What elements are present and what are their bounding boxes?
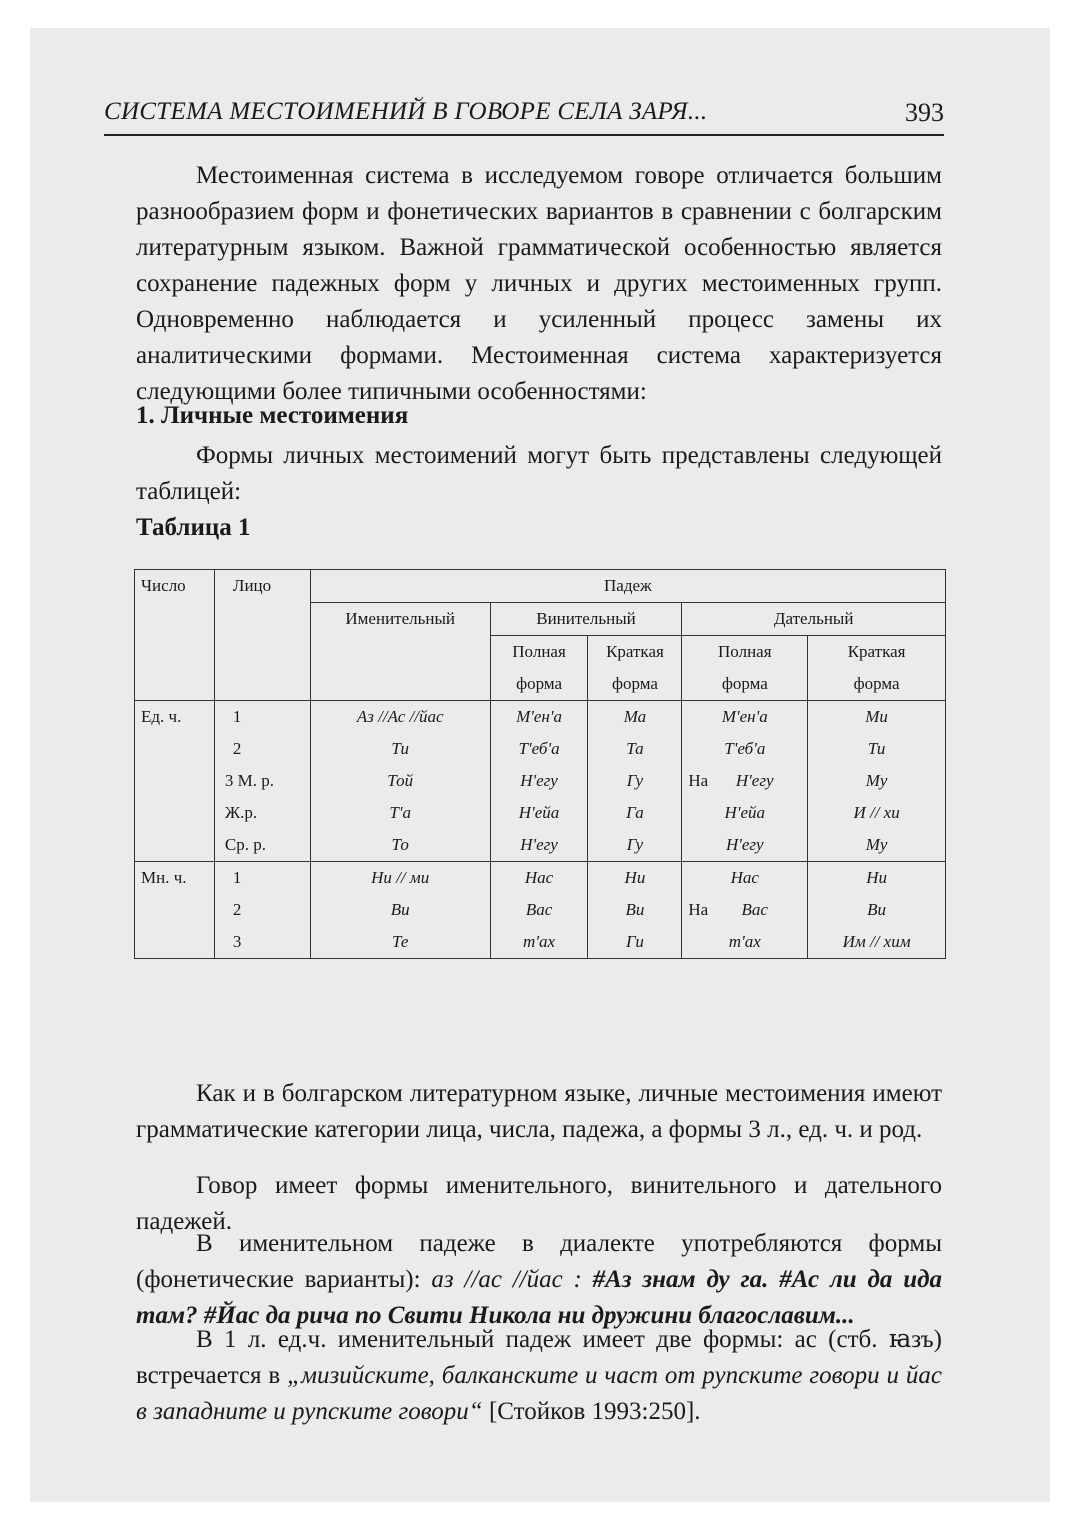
header-number-cont [135,603,215,636]
cell-acc-short-wrap [588,733,682,765]
table-header-row-3 [135,636,946,669]
cell-acc-full: Н'егу [490,765,588,797]
header-acc-full-form: форма [490,668,588,701]
cell-number [135,829,215,862]
cell-dat-full: Н'егу [735,771,774,790]
header-dative: Дательный [682,603,946,636]
cell-person: 2 [214,894,310,926]
cell-person: 1 [214,701,310,734]
header-blank [135,636,215,669]
cell-acc-full: Н'ейа [490,797,588,829]
nominative-lead: В именительном падеже в диалекте употребляются формы (фонетические варианты): [136,1230,942,1293]
header-acc-short: Краткая [588,636,682,669]
header-dat-full: Полная [682,636,808,669]
table-row [135,926,946,959]
cell-acc-short-wrap [588,894,682,926]
cell-acc-short: Ма [623,707,647,726]
header-person: Лицо [214,570,310,603]
header-accusative: Винительный [490,603,682,636]
table-row [135,733,946,765]
cell-dat-full-wrap [682,733,808,765]
cell-dat-full-wrap [682,765,808,797]
cell-dat-prefix: На [688,900,709,919]
cell-dat-full: Н'егу [725,835,764,854]
table-row [135,862,946,895]
first-person-paragraph [136,1322,942,1430]
header-blank [310,636,490,669]
cell-dat-short: И // хи [853,803,900,822]
header-acc-full: Полная [490,636,588,669]
cell-nominative: Ви [310,894,490,926]
cell-dat-full-wrap [682,829,808,862]
section-heading: 1. Личные местоимения [136,402,409,429]
nominative-forms: аз //ас //йас : [431,1266,582,1293]
cell-acc-short: Ви [625,900,645,919]
cell-person: Ж.р. [214,797,310,829]
cell-dat-full: М'ен'а [721,707,768,726]
cell-dat-short: Му [865,835,888,854]
intro-paragraph: Местоименная система в исследуемом говоре отличается большим разнообразием форм и фонетических вариантов в сравнении с болгарским литературным языком. Важной грамматической особенностью является сохранение падежных форм у личных и других местоименных групп. Одновременно наблюдается и усиленный процесс замены их аналитическими формами. Местоименная система характеризуется следующими более типичными особенностями: [136,162,942,405]
cell-nominative: То [310,829,490,862]
table-label: Таблица 1 [136,514,251,541]
table-intro-paragraph: Формы личных местоимений могут быть представлены следующей таблицей: [136,442,942,505]
cell-person: 2 [214,733,310,765]
table-row [135,829,946,862]
cell-person: 1 [214,862,310,895]
cell-dat-prefix: На [688,771,709,790]
cell-dat-full: Н'ейа [724,803,766,822]
cell-acc-short: Та [626,739,644,758]
cell-acc-full: Нас [490,862,588,895]
cell-dat-full-wrap [682,926,808,959]
cell-dat-short: Ми [808,701,946,734]
cell-person: Ср. р. [214,829,310,862]
cell-acc-short: Ги [626,932,644,951]
cell-nominative: Ти [310,733,490,765]
page-number: 393 [905,98,944,127]
cell-dat-full-wrap [682,862,808,895]
header-dat-full-form: форма [682,668,808,701]
cell-acc-short-wrap [588,926,682,959]
header-person-cont [214,603,310,636]
first-person-citation: [Стойков 1993:250]. [488,1398,701,1425]
header-acc-short-form: форма [588,668,682,701]
table-row [135,765,946,797]
pronoun-table [134,569,946,959]
cell-nominative: Аз //Ас //йас [310,701,490,734]
cell-acc-short: Гу [626,835,644,854]
table-row [135,894,946,926]
header-blank [214,668,310,701]
categories-paragraph: Как и в болгарском литературном языке, личные местоимения имеют грамматические категории лица, числа, падежа, а формы 3 л., ед. ч. и род. [136,1080,942,1143]
cell-dat-full: Нас [730,868,759,887]
cell-acc-short: Гу [626,771,644,790]
cell-nominative: Ни // ми [310,862,490,895]
table-header-row-1 [135,570,946,603]
cell-number: Мн. ч. [135,862,215,895]
cell-dat-full: т'ах [728,932,761,951]
cell-acc-short-wrap [588,829,682,862]
cell-number [135,894,215,926]
cell-acc-full: т'ах [490,926,588,959]
nominative-paragraph [136,1226,942,1334]
nominative-examples: #Аз знам ду га. #Ас ли да ида там? #Йас да рича по Свити Никола ни дружини благославим... [136,1266,943,1329]
running-title: СИСТЕМА МЕСТОИМЕНИЙ В ГОВОРЕ СЕЛА ЗАРЯ... [104,98,708,125]
first-person-quote: „мизийските, балканските и част от рупските говори и йас в западните и рупските говори“ [136,1362,942,1425]
table-row [135,797,946,829]
cell-acc-full: Вас [490,894,588,926]
cell-dat-short: Му [865,771,888,790]
cases-paragraph: Говор имеет формы именительного, винительного и дательного падежей. [136,1172,942,1235]
cell-acc-full: Т'еб'а [490,733,588,765]
cell-person: 3 М. р. [214,765,310,797]
cell-person: 3 [214,926,310,959]
cell-acc-short-wrap [588,765,682,797]
cell-dat-short: Им // хим [842,932,911,951]
cell-dat-short: Ви [867,900,887,919]
table-row [135,701,946,734]
header-dat-short-form: форма [853,674,900,693]
cell-number [135,733,215,765]
cell-nominative: Те [310,926,490,959]
cell-acc-short: Га [626,803,644,822]
header-nominative: Именительный [310,603,490,636]
header-blank [310,668,490,701]
cell-acc-short-wrap [588,797,682,829]
table-body [135,701,946,959]
page-header [104,78,944,136]
first-person-lead: В 1 л. ед.ч. именительный падеж имеет две формы: ас (стб. ꙗзъ) встречается в [136,1326,942,1389]
cell-nominative: Той [310,765,490,797]
cell-number [135,765,215,797]
table-header-row-2 [135,603,946,636]
cell-number: Ед. ч. [135,701,215,734]
cell-acc-full: Н'егу [490,829,588,862]
cell-acc-short-wrap [588,862,682,895]
cell-acc-short-wrap [588,701,682,734]
cell-acc-full: М'ен'а [490,701,588,734]
cell-dat-full-wrap [682,797,808,829]
cell-dat-full-wrap [682,894,808,926]
header-blank [135,668,215,701]
header-blank [214,636,310,669]
header-case: Падеж [604,576,652,595]
cell-dat-full: Т'еб'а [724,739,766,758]
cell-dat-short: Ни [808,862,946,895]
cell-number [135,797,215,829]
header-dat-short: Краткая [808,636,946,669]
cell-dat-full-wrap [682,701,808,734]
cell-dat-short: Ти [867,739,886,758]
cell-acc-short: Ни [624,868,646,887]
header-number: Число [135,570,215,603]
table-header-row-4 [135,668,946,701]
cell-dat-full: Вас [741,900,768,919]
cell-number [135,926,215,959]
cell-nominative: Т'а [310,797,490,829]
